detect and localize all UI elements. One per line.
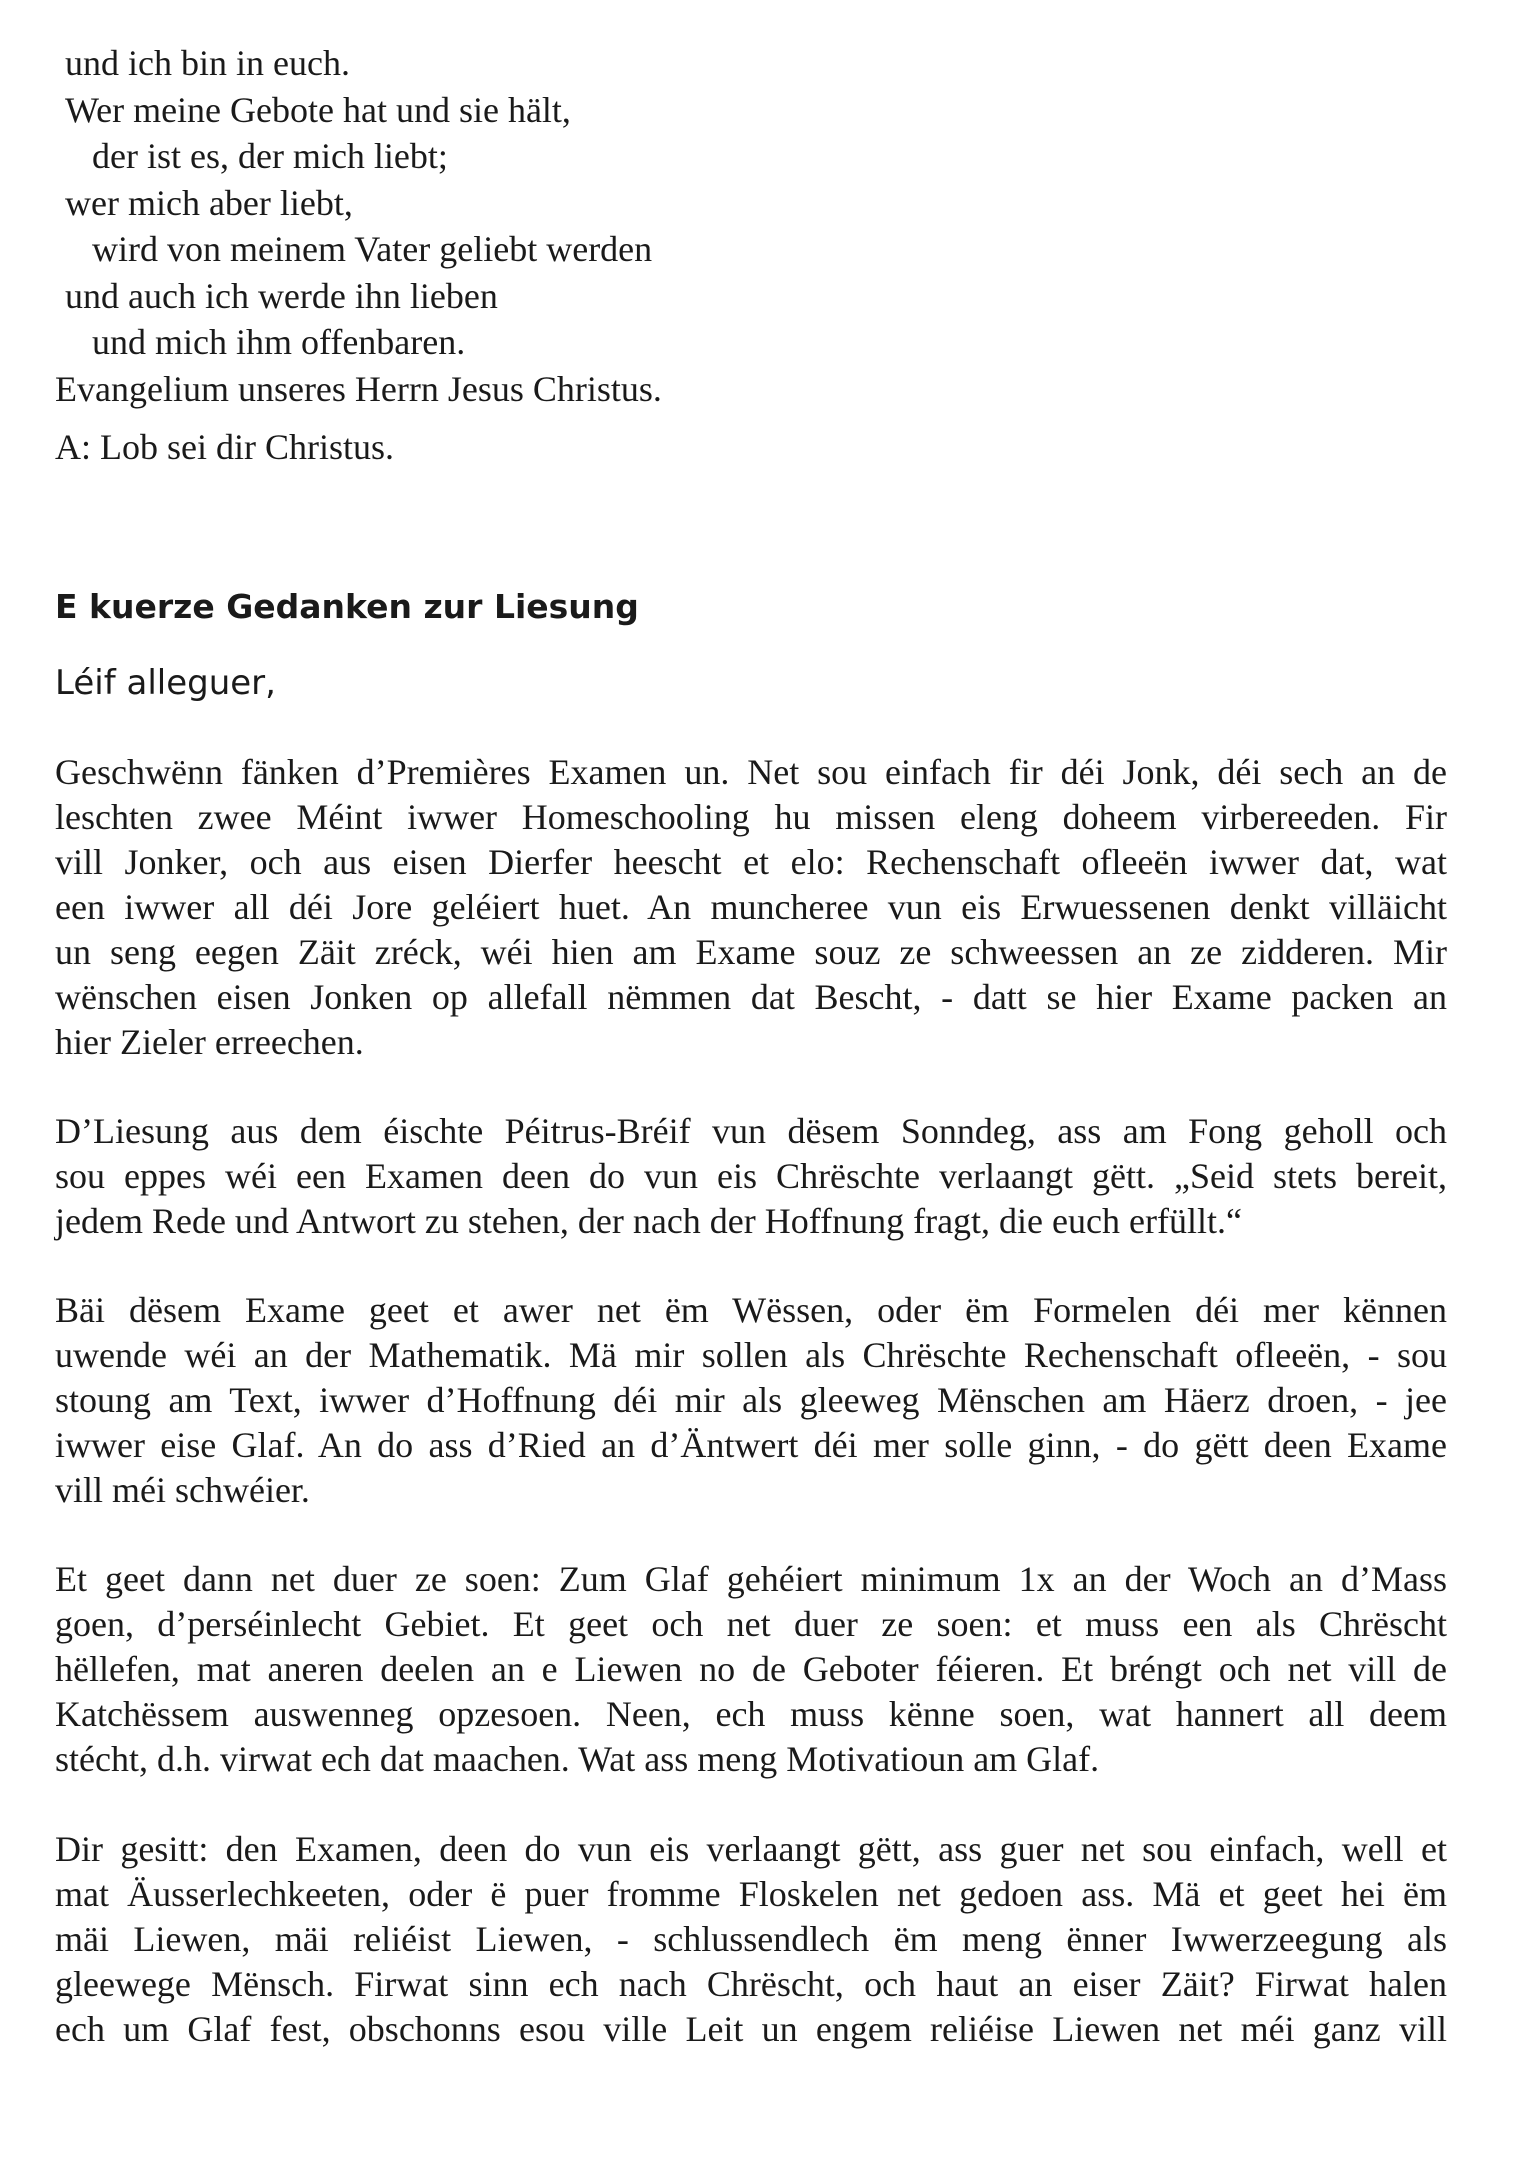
paragraph-line: stoung am Text, iwwer d’Hoffnung déi mir als gleeweg Mënschen am Häerz droen, - jee <box>55 1380 1447 1420</box>
paragraph <box>55 1557 1447 1782</box>
paragraph-line: D’Liesung aus dem éischte Péitrus-Bréif vun dësem Sonndeg, ass am Fong geholl och <box>55 1111 1447 1151</box>
paragraph-line: Bäi dësem Exame geet et awer net ëm Wëssen, oder ëm Formelen déi mer kënnen <box>55 1290 1447 1330</box>
verse-line: und mich ihm offenbaren. <box>92 322 466 362</box>
document-page <box>55 40 1447 2052</box>
congregation-response: A: Lob sei dir Christus. <box>55 427 394 467</box>
paragraph <box>55 750 1447 1065</box>
paragraph-line: stécht, d.h. virwat ech dat maachen. Wat ass meng Motivatioun am Glaf. <box>55 1739 1100 1779</box>
paragraph-line: sou eppes wéi een Examen deen do vun eis Chrëschte verlaangt gëtt. „Seid stets bereit, <box>55 1156 1447 1196</box>
gospel-verse-block <box>55 40 1447 412</box>
paragraph-line: uwende wéi an der Mathematik. Mä mir sollen als Chrëschte Rechenschaft ofleeën, - sou <box>55 1335 1447 1375</box>
paragraph-line: wënschen eisen Jonken op allefall nëmmen dat Bescht, - datt se hier Exame packen an <box>55 977 1447 1017</box>
salutation: Léif alleguer, <box>55 663 276 703</box>
paragraph <box>55 1109 1447 1244</box>
paragraph <box>55 1288 1447 1513</box>
paragraph-line: ech um Glaf fest, obschonns esou ville Leit un engem reliéise Liewen net méi ganz vill <box>55 2009 1447 2049</box>
paragraph-line: hëllefen, mat aneren deelen an e Liewen no de Geboter féieren. Et bréngt och net vill de <box>55 1649 1447 1689</box>
paragraph-line: jedem Rede und Antwort zu stehen, der nach der Hoffnung fragt, die euch erfüllt.“ <box>55 1201 1242 1241</box>
verse-line: wird von meinem Vater geliebt werden <box>92 229 653 269</box>
paragraph-line: Et geet dann net duer ze soen: Zum Glaf gehéiert minimum 1x an der Woch an d’Mass <box>55 1559 1447 1599</box>
paragraph-line: vill méi schwéier. <box>55 1470 310 1510</box>
paragraph-line: leschten zwee Méint iwwer Homeschooling hu missen eleng doheem virbereeden. Fir <box>55 797 1447 837</box>
section-heading: E kuerze Gedanken zur Liesung <box>55 587 639 626</box>
paragraph-line: Katchëssem auswenneg opzesoen. Neen, ech muss kënne soen, wat hannert all deem <box>55 1694 1447 1734</box>
paragraph-line: un seng eegen Zäit zréck, wéi hien am Exame souz ze schweessen an ze zidderen. Mir <box>55 932 1447 972</box>
paragraph-line: vill Jonker, och aus eisen Dierfer heescht et elo: Rechenschaft ofleeën iwwer dat, wat <box>55 842 1447 882</box>
paragraph-line: een iwwer all déi Jore geléiert huet. An muncheree vun eis Erwuessenen denkt villäicht <box>55 887 1447 927</box>
paragraph-line: hier Zieler erreechen. <box>55 1022 364 1062</box>
paragraph <box>55 1827 1447 2052</box>
paragraph-line: Geschwënn fänken d’Premières Examen un. Net sou einfach fir déi Jonk, déi sech an de <box>55 752 1447 792</box>
verse-line: Wer meine Gebote hat und sie hält, <box>65 89 571 130</box>
paragraph-line: mat Äusserlechkeeten, oder ë puer fromme Floskelen net gedoen ass. Mä et geet hei ëm <box>55 1874 1447 1914</box>
paragraph-line: mäi Liewen, mäi reliéist Liewen, - schlussendlech ëm meng ënner Iwwerzeegung als <box>55 1919 1447 1959</box>
verse-line: wer mich aber liebt, <box>65 182 353 223</box>
verse-line: und ich bin in euch. <box>65 43 350 83</box>
verse-line: Evangelium unseres Herrn Jesus Christus. <box>55 368 662 409</box>
paragraph-line: iwwer eise Glaf. An do ass d’Ried an d’Äntwert déi mer solle ginn, - do gëtt deen Exame <box>55 1425 1447 1465</box>
verse-line: der ist es, der mich liebt; <box>92 136 448 176</box>
paragraph-line: goen, d’perséinlecht Gebiet. Et geet och net duer ze soen: et muss een als Chrëscht <box>55 1604 1447 1644</box>
verse-line: und auch ich werde ihn lieben <box>65 275 498 316</box>
paragraph-line: gleewege Mënsch. Firwat sinn ech nach Chrëscht, och haut an eiser Zäit? Firwat halen <box>55 1964 1447 2004</box>
paragraph-line: Dir gesitt: den Examen, deen do vun eis verlaangt gëtt, ass guer net sou einfach, well et <box>55 1829 1447 1869</box>
